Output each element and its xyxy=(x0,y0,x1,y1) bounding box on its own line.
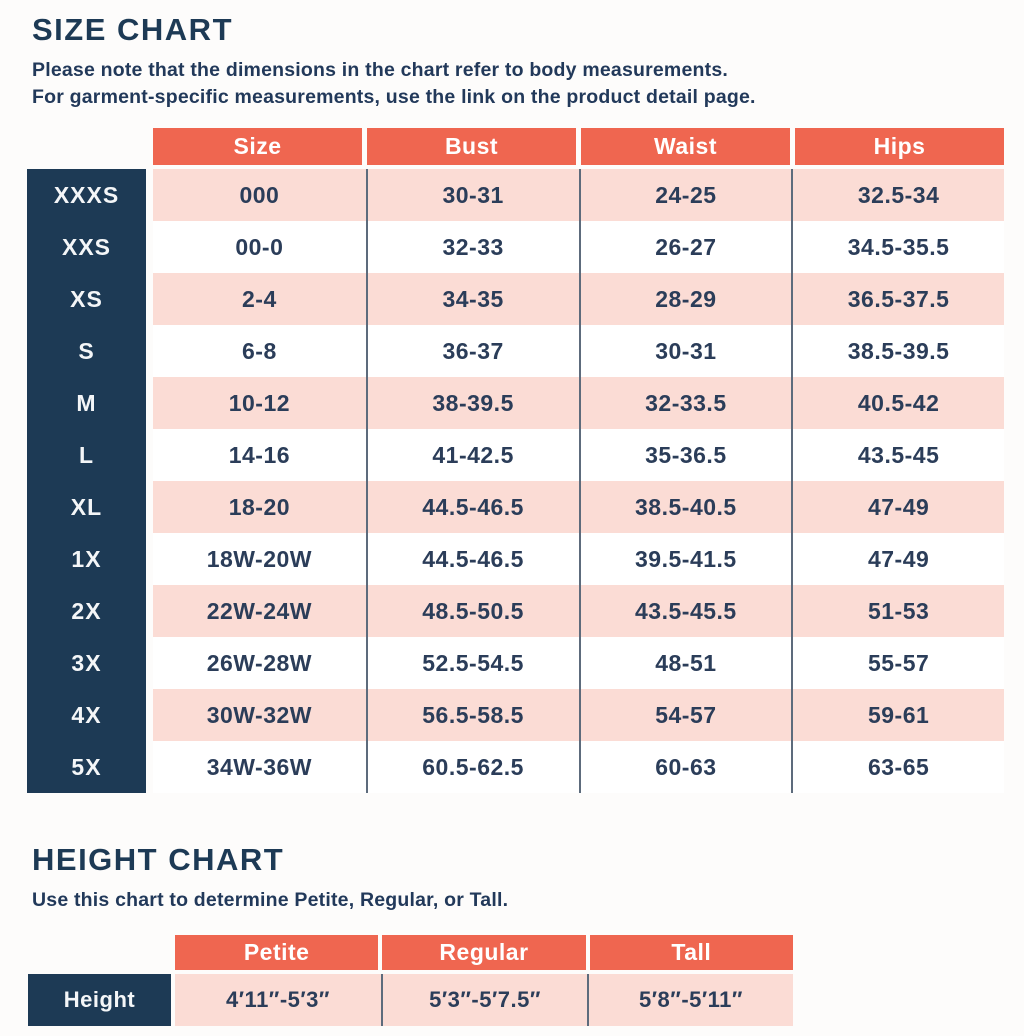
cell-bust: 44.5-46.5 xyxy=(366,533,579,585)
cell-size: 26W-28W xyxy=(206,649,313,676)
row-label-xl: XL xyxy=(70,493,103,520)
cell-bust: 56.5-58.5 xyxy=(366,689,579,741)
cell-hips: 43.5-45 xyxy=(791,429,1004,481)
row-label-l: L xyxy=(78,441,95,468)
cell-size: 18-20 xyxy=(228,493,291,520)
cell-bust: 32-33 xyxy=(366,221,579,273)
column-header-tall: Tall xyxy=(590,935,793,970)
cell-tall-height: 5′8″-5′11″ xyxy=(587,974,793,1026)
cell-hips: 36.5-37.5 xyxy=(791,273,1004,325)
cell-hips: 47-49 xyxy=(791,481,1004,533)
cell-waist: 26-27 xyxy=(579,221,792,273)
cell-size: 34W-36W xyxy=(206,753,313,780)
column-header-regular: Regular xyxy=(382,935,585,970)
cell-waist: 43.5-45.5 xyxy=(579,585,792,637)
cell-waist: 35-36.5 xyxy=(579,429,792,481)
cell-hips: 40.5-42 xyxy=(791,377,1004,429)
cell-waist: 39.5-41.5 xyxy=(579,533,792,585)
row-label-3x: 3X xyxy=(71,649,102,676)
column-header-hips: Hips xyxy=(795,128,1004,165)
cell-waist: 28-29 xyxy=(579,273,792,325)
cell-size: 00-0 xyxy=(235,233,284,260)
cell-hips: 47-49 xyxy=(791,533,1004,585)
cell-waist: 30-31 xyxy=(579,325,792,377)
cell-size: 22W-24W xyxy=(206,597,313,624)
size-chart-table xyxy=(27,128,1004,793)
table-row xyxy=(153,273,1004,325)
height-chart-title: HEIGHT CHART xyxy=(32,842,285,877)
row-label-s: S xyxy=(78,337,95,364)
cell-hips: 59-61 xyxy=(791,689,1004,741)
row-label-xxs: XXS xyxy=(61,233,112,260)
size-table-data xyxy=(153,128,1004,793)
table-row xyxy=(153,169,1004,221)
row-label-1x: 1X xyxy=(71,545,102,572)
height-row-label: Height xyxy=(28,974,171,1026)
cell-hips: 34.5-35.5 xyxy=(791,221,1004,273)
table-row xyxy=(153,377,1004,429)
row-label-m: M xyxy=(76,389,97,416)
cell-size: 18W-20W xyxy=(206,545,313,572)
row-label-2x: 2X xyxy=(71,597,102,624)
cell-hips: 55-57 xyxy=(791,637,1004,689)
table-row xyxy=(153,481,1004,533)
size-label-column xyxy=(27,169,146,793)
height-chart-subtitle: Use this chart to determine Petite, Regular, or Tall. xyxy=(32,889,509,911)
cell-waist: 32-33.5 xyxy=(579,377,792,429)
column-header-waist: Waist xyxy=(581,128,790,165)
cell-hips: 63-65 xyxy=(791,741,1004,793)
cell-bust: 52.5-54.5 xyxy=(366,637,579,689)
height-table-row xyxy=(175,974,793,1026)
cell-hips: 38.5-39.5 xyxy=(791,325,1004,377)
cell-size: 6-8 xyxy=(242,337,277,364)
cell-size: 10-12 xyxy=(228,389,291,416)
column-header-size: Size xyxy=(153,128,362,165)
cell-waist: 24-25 xyxy=(579,169,792,221)
table-row xyxy=(153,429,1004,481)
table-row xyxy=(153,533,1004,585)
cell-bust: 34-35 xyxy=(366,273,579,325)
cell-hips: 51-53 xyxy=(791,585,1004,637)
table-row xyxy=(153,741,1004,793)
cell-bust: 30-31 xyxy=(366,169,579,221)
table-row xyxy=(153,325,1004,377)
size-chart-subtitle-line1: Please note that the dimensions in the chart refer to body measurements. xyxy=(32,59,728,81)
size-chart-subtitle-line2: For garment-specific measurements, use the link on the product detail page. xyxy=(32,86,756,108)
cell-bust: 41-42.5 xyxy=(366,429,579,481)
row-label-5x: 5X xyxy=(71,753,102,780)
height-table-data xyxy=(175,935,793,1026)
cell-size: 2-4 xyxy=(242,285,277,312)
row-label-xxxs: XXXS xyxy=(53,181,120,208)
cell-size: 30W-32W xyxy=(206,701,313,728)
size-table-body xyxy=(153,169,1004,793)
cell-bust: 38-39.5 xyxy=(366,377,579,429)
column-header-bust: Bust xyxy=(367,128,576,165)
cell-waist: 48-51 xyxy=(579,637,792,689)
row-label-xs: XS xyxy=(70,285,103,312)
height-chart-table xyxy=(28,935,1024,1026)
cell-size: 000 xyxy=(239,181,280,208)
cell-size: 14-16 xyxy=(228,441,291,468)
cell-waist: 38.5-40.5 xyxy=(579,481,792,533)
table-row xyxy=(153,689,1004,741)
size-chart-title: SIZE CHART xyxy=(32,12,233,47)
height-table-header xyxy=(175,935,793,970)
size-chart-page xyxy=(0,12,1024,1036)
cell-waist: 60-63 xyxy=(579,741,792,793)
size-table-header xyxy=(153,128,1004,165)
cell-bust: 44.5-46.5 xyxy=(366,481,579,533)
table-row xyxy=(153,221,1004,273)
cell-bust: 48.5-50.5 xyxy=(366,585,579,637)
cell-waist: 54-57 xyxy=(579,689,792,741)
column-header-petite: Petite xyxy=(175,935,378,970)
cell-petite-height: 4′11″-5′3″ xyxy=(226,987,330,1012)
table-row xyxy=(153,637,1004,689)
row-label-4x: 4X xyxy=(71,701,102,728)
cell-bust: 36-37 xyxy=(366,325,579,377)
table-row xyxy=(153,585,1004,637)
cell-hips: 32.5-34 xyxy=(791,169,1004,221)
cell-regular-height: 5′3″-5′7.5″ xyxy=(381,974,587,1026)
cell-bust: 60.5-62.5 xyxy=(366,741,579,793)
